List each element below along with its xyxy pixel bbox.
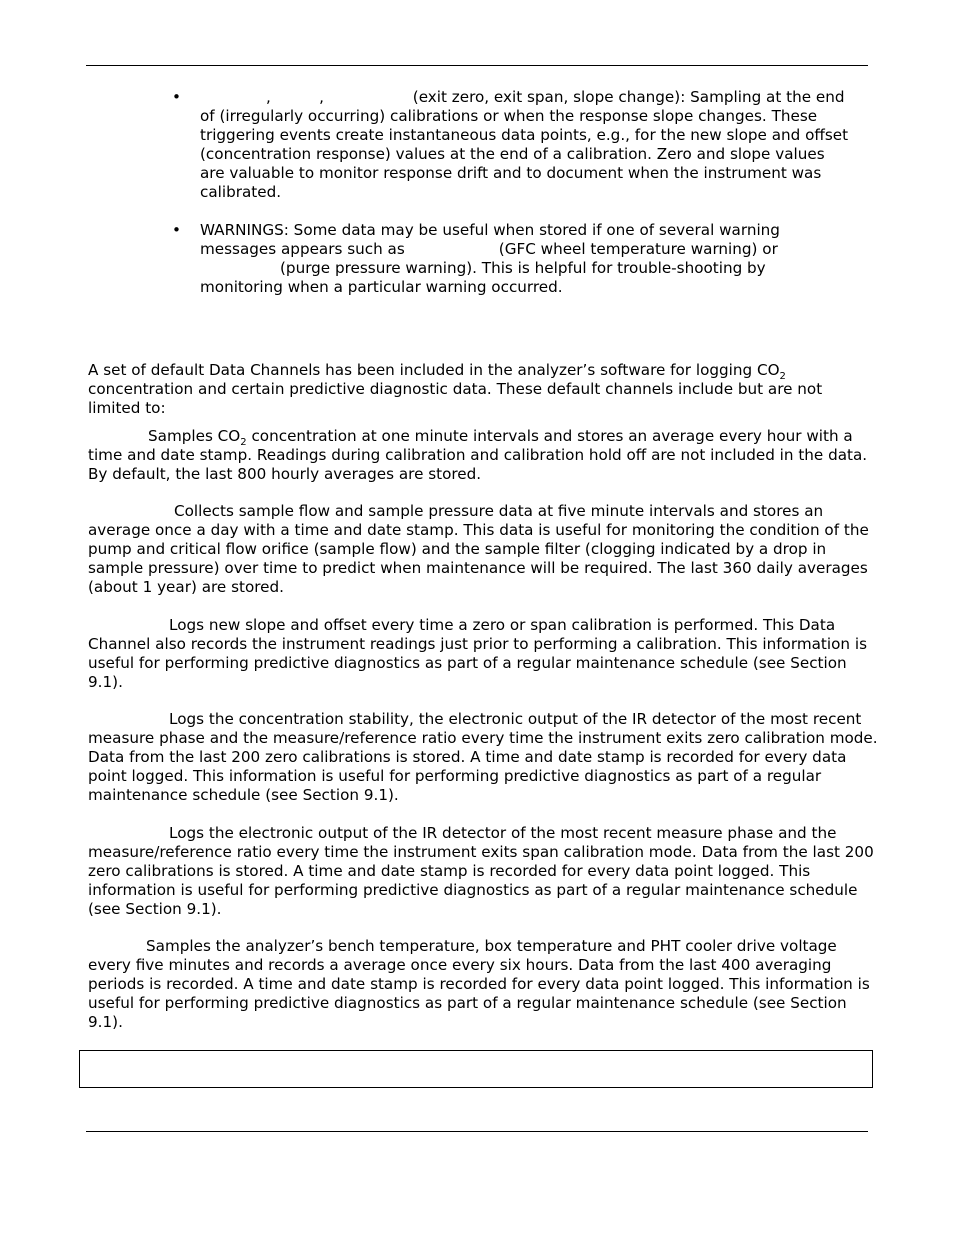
bullet-text: (purge pressure warning). This is helpful for trouble-shooting by monitoring when a particular warning occurred. (200, 259, 766, 296)
bullet-text: WARNINGS: Some data may be useful when stored if one of several warning messages appears such as (200, 221, 780, 258)
list-item (172, 221, 852, 297)
channel-text: Samples CO (148, 427, 241, 445)
note-box (79, 1050, 873, 1088)
channel-text: Samples the analyzer’s bench temperature, box temperature and PHT cooler drive voltage every five minutes and records a average once every six hours. Data from the last 400 averaging periods is recorded. A time and date stamp is recorded for every data point logged. This information is useful for performing predictive diagnostics as part of a regular maintenance schedule (see Section 9.1). (88, 937, 870, 1031)
bullet-icon: • (172, 88, 181, 106)
bullet-icon: • (172, 221, 181, 239)
intro-text: A set of default Data Channels has been included in the analyzer’s software for logging CO (88, 361, 780, 379)
channel-text: Logs the electronic output of the IR detector of the most recent measure phase and the measure/reference ratio every time the instrument exits span calibration mode. Data from the last 200 zero calibrations is stored. A time and date stamp is recorded for every data point logged. This information is useful for performing predictive diagnostics as part of a regular maintenance schedule (see Section 9.1). (88, 824, 874, 918)
channel-paragraph (88, 824, 878, 919)
channel-text: concentration at one minute intervals and stores an average every hour with a time and date stamp. Readings during calibration and calibration hold off are not included in the data. By default, the last 800 hourly averages are stored. (88, 427, 868, 483)
channel-paragraph (88, 502, 878, 597)
channel-text: Collects sample flow and sample pressure data at five minute intervals and stores an average once a day with a time and date stamp. This data is useful for monitoring the condition of the pump and critical flow orifice (sample flow) and the sample filter (clogging indicated by a drop in sample pressure) over time to predict when maintenance will be required. The last 360 daily averages (about 1 year) are stored. (88, 502, 869, 596)
channel-paragraph (88, 427, 878, 484)
intro-text: concentration and certain predictive diagnostic data. These default channels include but are not limited to: (88, 380, 823, 417)
header-rule (86, 65, 868, 66)
channel-text: Logs the concentration stability, the electronic output of the IR detector of the most recent measure phase and the measure/reference ratio every time the instrument exits zero calibration mode. Data from the last 200 zero calibrations is stored. A time and date stamp is recorded for every data point logged. This information is useful for performing predictive diagnostics as part of a regular maintenance schedule (see Section 9.1). (88, 710, 878, 804)
channel-paragraph (88, 937, 878, 1032)
trigger-bullet-list (172, 88, 852, 297)
footer-rule (86, 1131, 868, 1132)
channel-paragraph (88, 616, 878, 692)
channel-paragraph (88, 710, 878, 805)
bullet-prefix: , , (266, 88, 324, 106)
subscript: 2 (779, 371, 786, 383)
bullet-text: (GFC wheel temperature warning) or (498, 240, 778, 258)
intro-paragraph (88, 361, 878, 418)
list-item (172, 88, 852, 202)
channel-text: Logs new slope and offset every time a zero or span calibration is performed. This Data Channel also records the instrument readings just prior to performing a calibration. This information is useful for performing predictive diagnostics as part of a regular maintenance schedule (see Section 9.1). (88, 616, 867, 691)
subscript: 2 (240, 437, 247, 449)
bullet-text: (exit zero, exit span, slope change): Sampling at the end of (irregularly occurring) calibrations or when the response slope changes. These triggering events create instantaneous data points, e.g., for the new slope and offset (concentration response) values at the end of a calibration. Zero and slope values are valuable to monitor response drift and to document when the instrument was calibrated. (200, 88, 849, 201)
